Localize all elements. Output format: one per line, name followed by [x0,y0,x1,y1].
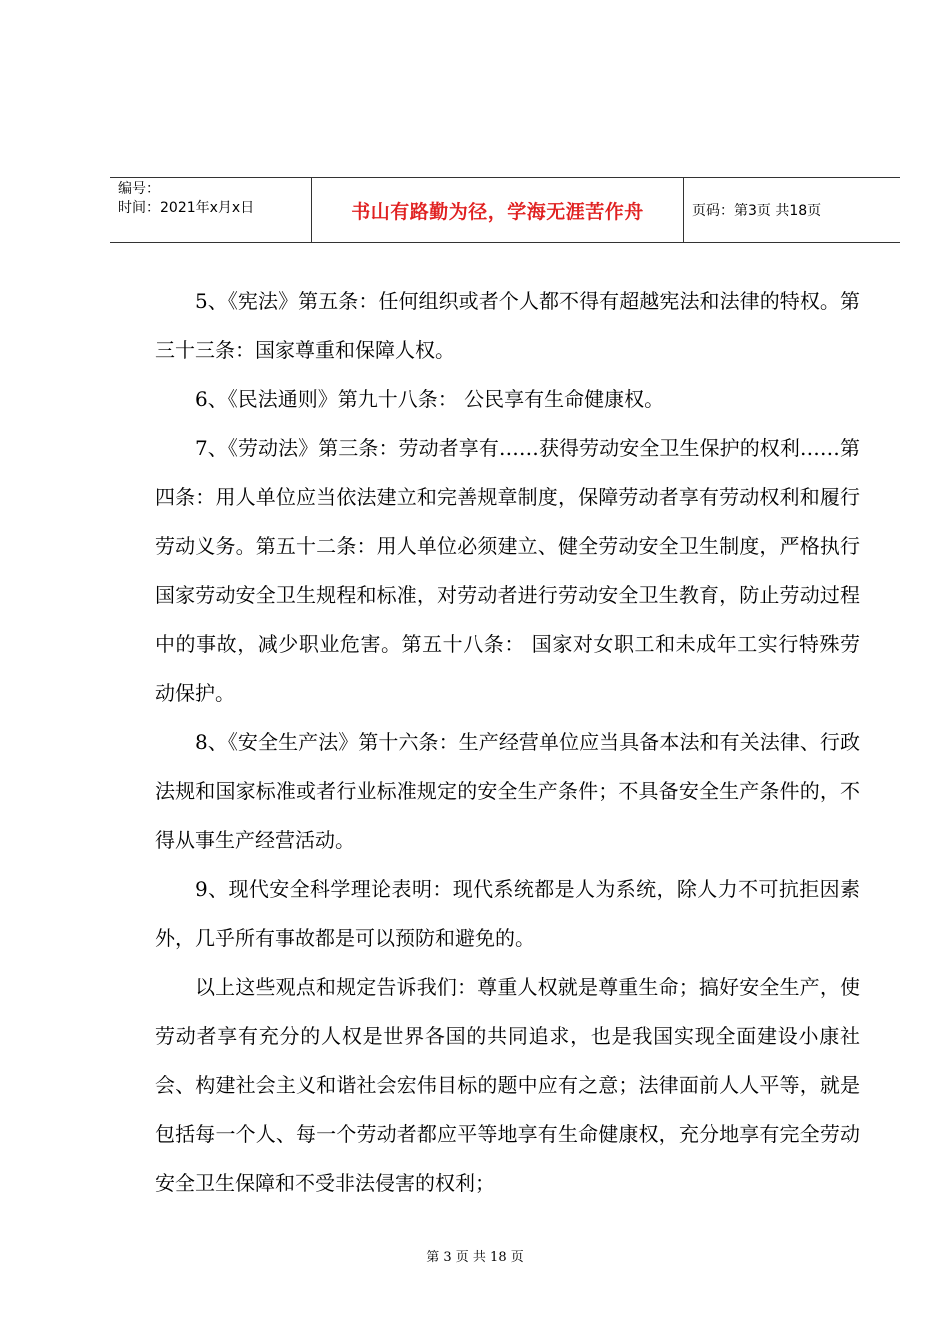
page-footer: 第 3 页 共 18 页 [426,1250,524,1265]
paragraph-8: 8、《安全生产法》第十六条：生产经营单位应当具备本法和有关法律、行政法规和国家标准或者行业标准规定的安全生产条件；不具备安全生产条件的，不得从事生产经营活动。 [155,730,860,852]
document-body [155,277,860,1208]
header-motto-cell [312,178,684,242]
header-page-info: 页码：第3页 共18页 [692,203,822,219]
document-number-label: 编号： [118,181,160,197]
paragraph-9: 9、现代安全科学理论表明：现代系统都是人为系统，除人力不可抗拒因素外，几乎所有事故都是可以预防和避免的。 [155,877,860,950]
paragraph-summary: 以上这些观点和规定告诉我们：尊重人权就是尊重生命；搞好安全生产，使劳动者享有充分的人权是世界各国的共同追求，也是我国实现全面建设小康社会、构建社会主义和谐社会宏伟目标的题中应有之意；法律面前人人平等，就是包括每一个人、每一个劳动者都应平等地享有生命健康权，充分地享有完全劳动安全卫生保障和不受非法侵害的权利； [155,975,860,1195]
header-meta-cell [110,178,312,242]
paragraph-5: 5、《宪法》第五条：任何组织或者个人都不得有超越宪法和法律的特权。第三十三条：国家尊重和保障人权。 [155,289,860,362]
document-date: 时间：2021年x月x日 [118,200,255,216]
document-header [110,177,900,243]
header-motto: 书山有路勤为径，学海无涯苦作舟 [351,200,644,223]
header-page-cell [684,178,900,242]
paragraph-6: 6、《民法通则》第九十八条： 公民享有生命健康权。 [195,387,665,411]
paragraph-7: 7、《劳动法》第三条：劳动者享有……获得劳动安全卫生保护的权利……第四条：用人单位应当依法建立和完善规章制度，保障劳动者享有劳动权利和履行劳动义务。第五十二条：用人单位必须建立、健全劳动安全卫生制度，严格执行国家劳动安全卫生规程和标准，对劳动者进行劳动安全卫生教育，防止劳动过程中的事故，减少职业危害。第五十八条： 国家对女职工和未成年工实行特殊劳动保护。 [155,436,860,705]
